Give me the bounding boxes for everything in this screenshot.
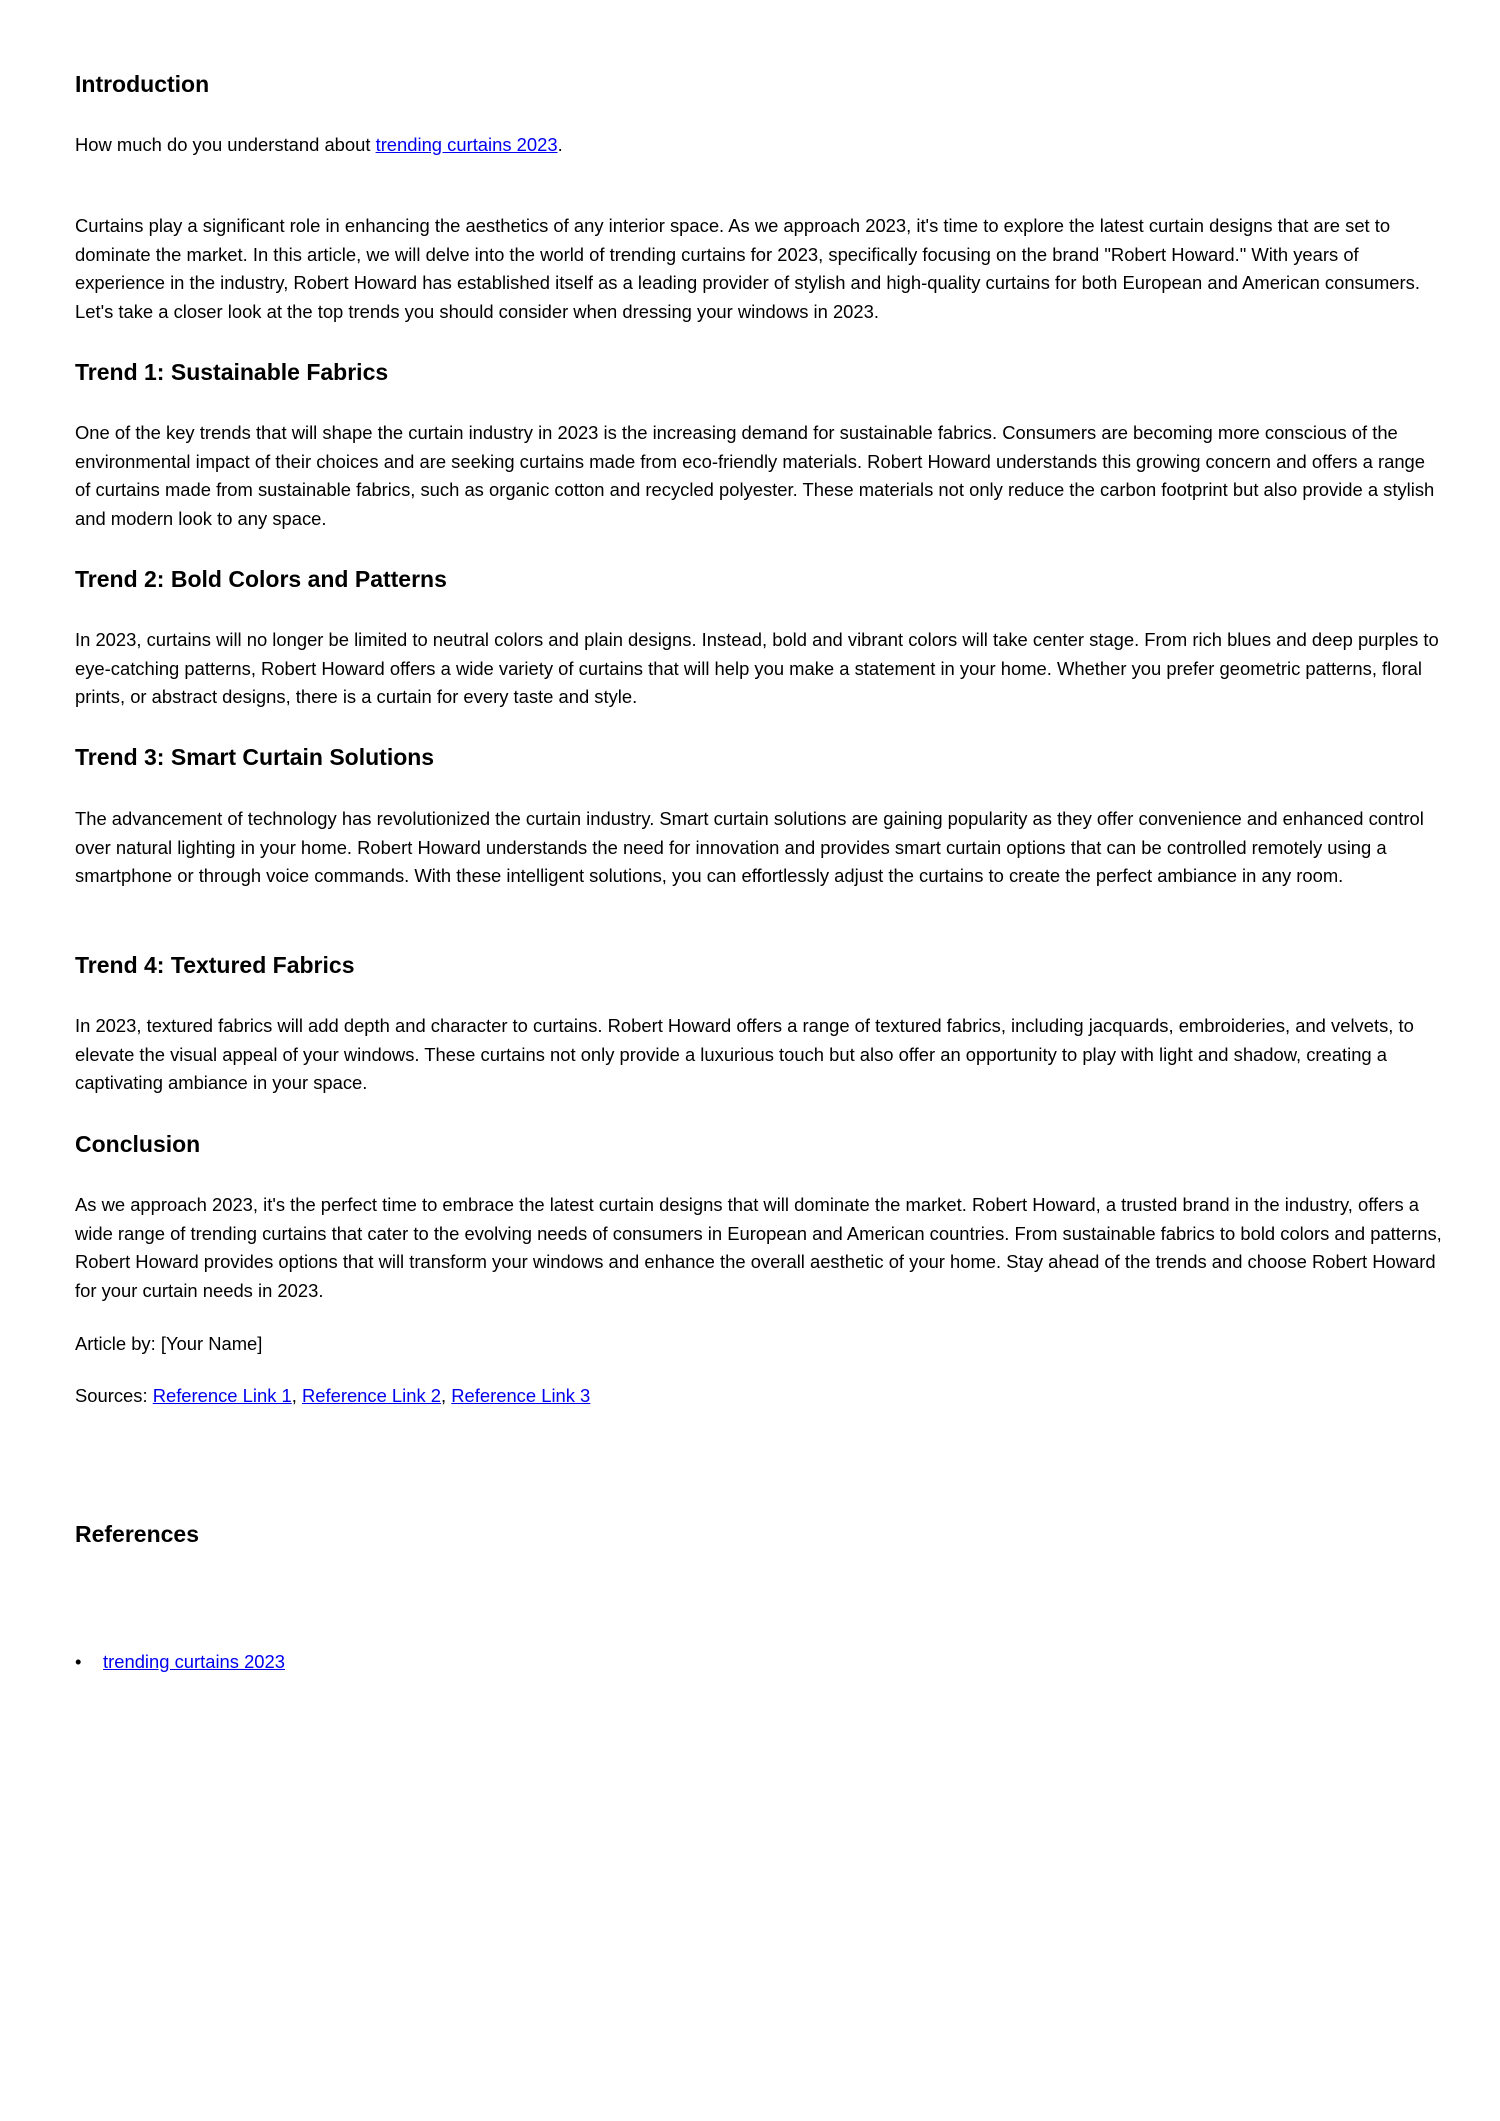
conclusion-text: As we approach 2023, it's the perfect time to embrace the latest curtain designs that will dominate the market. Robert Howard, a trusted brand in the industry, offers a wide range of trending curtains that cater to the evolving needs of consumers in European and American countries. From sustainable fabrics to bold colors and patterns, Robert Howard provides options that will transform your windows and enhance the overall aesthetic of your home. Stay ahead of the trends and choose Robert Howard for your curtain needs in 2023. [75, 1194, 1442, 1301]
list-item [75, 1648, 285, 1676]
reference-trending-curtains-link[interactable]: trending curtains 2023 [103, 1651, 285, 1672]
intro-heading: Introduction [75, 71, 210, 97]
sources-separator: , [291, 1385, 302, 1406]
trend-4-heading: Trend 4: Textured Fabrics [75, 952, 355, 978]
intro-question [75, 131, 1445, 160]
reference-link-3[interactable]: Reference Link 3 [451, 1385, 591, 1406]
sources-separator: , [441, 1385, 452, 1406]
trend-1-heading: Trend 1: Sustainable Fabrics [75, 359, 389, 385]
intro-question-suffix: . [557, 134, 563, 155]
sources-line [75, 1382, 1445, 1411]
trend-3-heading: Trend 3: Smart Curtain Solutions [75, 744, 435, 770]
reference-link-1[interactable]: Reference Link 1 [152, 1385, 292, 1406]
trend-1-text: One of the key trends that will shape the curtain industry in 2023 is the increasing demand for sustainable fabrics. Consumers are becoming more conscious of the environmental impact of their choices and are seeking curtains made from eco-friendly materials. Robert Howard understands this growing concern and offers a range of curtains made from sustainable fabrics, such as organic cotton and recycled polyester. These materials not only reduce the carbon footprint but also provide a stylish and modern look to any space. [75, 422, 1435, 529]
trend-2-heading: Trend 2: Bold Colors and Patterns [75, 566, 447, 592]
sources-label: Sources: [75, 1385, 153, 1406]
conclusion-heading: Conclusion [75, 1131, 201, 1157]
trend-3-text: The advancement of technology has revolutionized the curtain industry. Smart curtain solutions are gaining popularity as they offer convenience and enhanced control over natural lighting in your home. Robert Howard understands the need for innovation and provides smart curtain options that can be controlled remotely using a smartphone or through voice commands. With these intelligent solutions, you can effortlessly adjust the curtains to create the perfect ambiance in any room. [75, 808, 1424, 886]
trend-2-text: In 2023, curtains will no longer be limited to neutral colors and plain designs. Instead, bold and vibrant colors will take center stage. From rich blues and deep purples to eye-catching patterns, Robert Howard offers a wide variety of curtains that will help you make a statement in your home. Whether you prefer geometric patterns, floral prints, or abstract designs, there is a curtain for every taste and style. [75, 629, 1439, 707]
references-list [75, 1648, 285, 1676]
trending-curtains-link[interactable]: trending curtains 2023 [375, 134, 558, 155]
intro-question-prefix: How much do you understand about [75, 134, 376, 155]
byline: Article by: [Your Name] [75, 1333, 263, 1354]
trend-4-text: In 2023, textured fabrics will add depth and character to curtains. Robert Howard offers a range of textured fabrics, including jacquards, embroideries, and velvets, to elevate the visual appeal of your windows. These curtains not only provide a luxurious touch but also offer an opportunity to play with light and shadow, creating a captivating ambiance in your space. [75, 1015, 1414, 1093]
references-heading: References [75, 1521, 200, 1547]
reference-link-2[interactable]: Reference Link 2 [301, 1385, 442, 1406]
bullet-icon: • [75, 1651, 82, 1672]
intro-paragraph: Curtains play a significant role in enhancing the aesthetics of any interior space. As we approach 2023, it's time to explore the latest curtain designs that are set to dominate the market. In this article, we will delve into the world of trending curtains for 2023, specifically focusing on the brand "Robert Howard." With years of experience in the industry, Robert Howard has established itself as a leading provider of stylish and high-quality curtains for both European and American consumers. Let's take a closer look at the top trends you should consider when dressing your windows in 2023. [75, 215, 1420, 322]
